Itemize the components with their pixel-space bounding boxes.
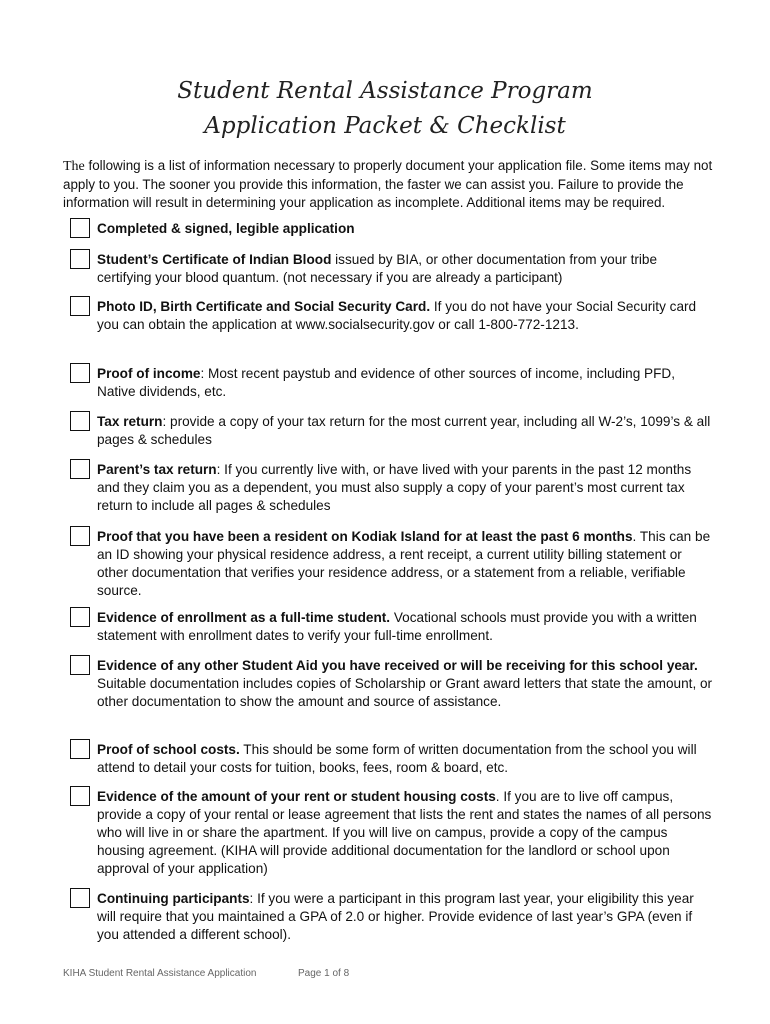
checkbox-rent[interactable] [70,786,90,806]
checklist-text: Evidence of any other Student Aid you have received or will be receiving for this school year. Suitable documentation includes copies of Scholarship or Grant award letters that state the amount, or other documentation to show the amount and source of assistance. [97,658,713,709]
title-line-2: Application Packet & Checklist [204,113,566,139]
intro-paragraph [63,157,723,212]
checklist-text: Evidence of enrollment as a full-time student. Vocational schools must provide you with a written statement with enrollment dates to verify your full-time enrollment. [97,610,697,643]
checklist-text: Parent’s tax return: If you currently live with, or have lived with your parents in the past 12 months and they claim you as a dependent, you must also supply a copy of your parent’s most current tax return to include all pages & schedules [97,462,692,513]
checkbox-cib[interactable] [70,249,90,269]
checkbox-school-costs[interactable] [70,739,90,759]
checklist-text: Proof of income: Most recent paystub and evidence of other sources of income, including PFD, Native dividends, etc. [97,366,675,399]
checkbox-student-aid[interactable] [70,655,90,675]
checklist-text: Photo ID, Birth Certificate and Social Security Card. If you do not have your Social Security card you can obtain the application at www.socialsecurity.gov or call 1-800-772-1213. [97,299,697,332]
footer-document-name: KIHA Student Rental Assistance Application [63,968,257,979]
intro-text: following is a list of information necessary to properly document your application file. Some items may not apply to you. The sooner you provide this information, the faster we can assist you. Failure to provide the information will result in determining your application as incomplete. Additional items may be required. [63,158,713,210]
checklist-text: Evidence of the amount of your rent or student housing costs. If you are to live off campus, provide a copy of your rental or lease agreement that lists the rent and states the names of all persons who will live in or share the apartment. If you will live on campus, provide a copy of the campus housing agreement. (KIHA will provide additional documentation for the landlord or school upon approval of your application) [97,789,712,876]
checklist-text: Completed & signed, legible application [97,221,355,236]
footer-page-number: Page 1 of 8 [298,968,350,979]
checkbox-parent-tax[interactable] [70,459,90,479]
checklist-text: Proof that you have been a resident on Kodiak Island for at least the past 6 months. This can be an ID showing your physical residence address, a rent receipt, a current utility billing statement or other documentation that verifies your residence address, or a statement from a reliable, verifiable source. [97,529,711,598]
checklist-text: Student’s Certificate of Indian Blood issued by BIA, or other documentation from your tribe certifying your blood quantum. (not necessary if you are already a participant) [97,252,658,285]
checklist-text: Tax return: provide a copy of your tax return for the most current year, including all W-2’s, 1099’s & all pages & schedules [97,414,711,447]
intro-first-word: The [63,159,85,174]
checkbox-income[interactable] [70,363,90,383]
checkbox-photo-id[interactable] [70,296,90,316]
checkbox-residency[interactable] [70,526,90,546]
title-line-1: Student Rental Assistance Program [177,78,593,104]
checkbox-tax-return[interactable] [70,411,90,431]
checklist-text: Proof of school costs. This should be some form of written documentation from the school you will attend to detail your costs for tuition, books, fees, room & board, etc. [97,742,697,775]
checkbox-enrollment[interactable] [70,607,90,627]
checkbox-application[interactable] [70,218,90,238]
checkbox-continuing[interactable] [70,888,90,908]
checklist-text: Continuing participants: If you were a participant in this program last year, your eligibility this year will require that you maintained a GPA of 2.0 or higher. Provide evidence of last year’s GPA (even if you attended a different school). [97,891,694,942]
